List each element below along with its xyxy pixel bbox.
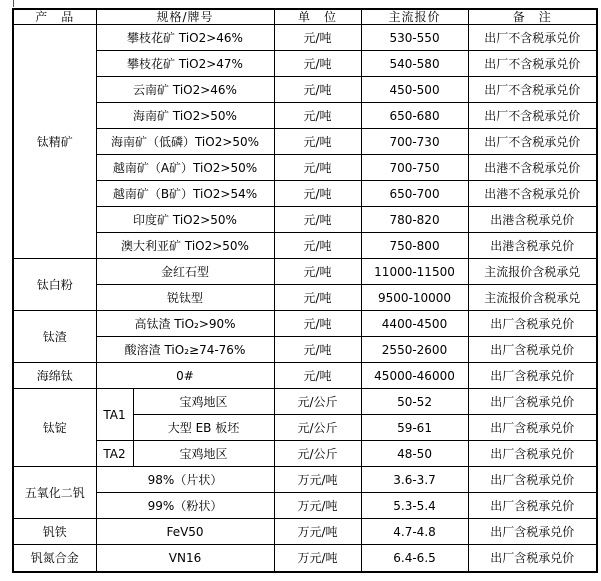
table-row bbox=[13, 311, 597, 337]
note-cell: 出港含税承兑价 bbox=[468, 233, 597, 259]
note-cell: 出厂含税承兑价 bbox=[468, 467, 597, 493]
product-cell: 钛锭 bbox=[13, 389, 96, 467]
table-row bbox=[13, 233, 597, 259]
header-unit: 单 位 bbox=[274, 9, 361, 25]
price-cell: 11000-11500 bbox=[361, 259, 468, 285]
product-cell: 钛白粉 bbox=[13, 259, 96, 311]
note-cell: 出港不含税承兑价 bbox=[468, 155, 597, 181]
price-cell: 4.7-4.8 bbox=[361, 519, 468, 545]
spec-cell: 越南矿（B矿）TiO2>54% bbox=[96, 181, 274, 207]
table-row bbox=[13, 77, 597, 103]
table-row bbox=[13, 155, 597, 181]
table-row bbox=[13, 181, 597, 207]
price-cell: 6.4-6.5 bbox=[361, 545, 468, 572]
note-cell: 出厂含税承兑价 bbox=[468, 311, 597, 337]
spec-cell: 锐钛型 bbox=[96, 285, 274, 311]
note-cell: 出厂含税承兑价 bbox=[468, 441, 597, 467]
table-row bbox=[13, 25, 597, 51]
price-cell: 650-680 bbox=[361, 103, 468, 129]
unit-cell: 万元/吨 bbox=[274, 467, 361, 493]
note-cell: 出厂不含税承兑价 bbox=[468, 51, 597, 77]
price-cell: 4400-4500 bbox=[361, 311, 468, 337]
unit-cell: 元/吨 bbox=[274, 337, 361, 363]
table-row bbox=[13, 493, 597, 519]
note-cell: 出厂不含税承兑价 bbox=[468, 25, 597, 51]
grade-cell: TA2 bbox=[96, 441, 133, 467]
note-cell: 出厂含税承兑价 bbox=[468, 493, 597, 519]
header-price: 主流报价 bbox=[361, 9, 468, 25]
unit-cell: 元/吨 bbox=[274, 129, 361, 155]
table-row bbox=[13, 259, 597, 285]
unit-cell: 元/吨 bbox=[274, 259, 361, 285]
price-cell: 3.6-3.7 bbox=[361, 467, 468, 493]
header-product: 产 品 bbox=[13, 9, 96, 25]
table-row bbox=[13, 51, 597, 77]
table-row bbox=[13, 103, 597, 129]
price-cell: 530-550 bbox=[361, 25, 468, 51]
spec-cell: 0# bbox=[96, 363, 274, 389]
stray-mark bbox=[13, 0, 14, 7]
unit-cell: 元/公斤 bbox=[274, 389, 361, 415]
unit-cell: 万元/吨 bbox=[274, 493, 361, 519]
unit-cell: 元/吨 bbox=[274, 77, 361, 103]
note-cell: 主流报价含税承兑 bbox=[468, 259, 597, 285]
product-cell: 五氧化二钒 bbox=[13, 467, 96, 519]
note-cell: 出厂含税承兑价 bbox=[468, 363, 597, 389]
unit-cell: 元/吨 bbox=[274, 311, 361, 337]
unit-cell: 元/吨 bbox=[274, 363, 361, 389]
unit-cell: 万元/吨 bbox=[274, 545, 361, 572]
spec-cell: 印度矿 TiO2>50% bbox=[96, 207, 274, 233]
unit-cell: 元/吨 bbox=[274, 155, 361, 181]
spec-cell: 澳大利亚矿 TiO2>50% bbox=[96, 233, 274, 259]
spec-cell: 云南矿 TiO2>46% bbox=[96, 77, 274, 103]
price-cell: 750-800 bbox=[361, 233, 468, 259]
product-cell: 海绵钛 bbox=[13, 363, 96, 389]
note-cell: 出港含税承兑价 bbox=[468, 207, 597, 233]
unit-cell: 元/公斤 bbox=[274, 415, 361, 441]
price-cell: 9500-10000 bbox=[361, 285, 468, 311]
unit-cell: 元/吨 bbox=[274, 207, 361, 233]
spec-cell: 酸溶渣 TiO₂≥74-76% bbox=[96, 337, 274, 363]
table-row bbox=[13, 467, 597, 493]
spec-cell: FeV50 bbox=[96, 519, 274, 545]
header-note: 备 注 bbox=[468, 9, 597, 25]
note-cell: 出厂含税承兑价 bbox=[468, 389, 597, 415]
spec-cell: 攀枝花矿 TiO2>47% bbox=[96, 51, 274, 77]
spec-cell: 海南矿（低磷）TiO2>50% bbox=[96, 129, 274, 155]
note-cell: 出厂含税承兑价 bbox=[468, 545, 597, 572]
price-table bbox=[12, 8, 598, 573]
product-cell: 钛精矿 bbox=[13, 25, 96, 259]
spec-cell: 高钛渣 TiO₂>90% bbox=[96, 311, 274, 337]
product-cell: 钒氮合金 bbox=[13, 545, 96, 572]
note-cell: 出厂含税承兑价 bbox=[468, 337, 597, 363]
header-row bbox=[13, 9, 597, 25]
note-cell: 出港不含税承兑价 bbox=[468, 181, 597, 207]
unit-cell: 元/公斤 bbox=[274, 441, 361, 467]
unit-cell: 元/吨 bbox=[274, 181, 361, 207]
note-cell: 出厂不含税承兑价 bbox=[468, 129, 597, 155]
price-cell: 700-750 bbox=[361, 155, 468, 181]
price-cell: 45000-46000 bbox=[361, 363, 468, 389]
table-row bbox=[13, 363, 597, 389]
spec-cell: 99%（粉状） bbox=[96, 493, 274, 519]
price-cell: 450-500 bbox=[361, 77, 468, 103]
note-cell: 出厂含税承兑价 bbox=[468, 415, 597, 441]
spec-cell: 98%（片状） bbox=[96, 467, 274, 493]
unit-cell: 万元/吨 bbox=[274, 519, 361, 545]
product-cell: 钛渣 bbox=[13, 311, 96, 363]
table-row bbox=[13, 545, 597, 572]
price-cell: 2550-2600 bbox=[361, 337, 468, 363]
price-cell: 5.3-5.4 bbox=[361, 493, 468, 519]
price-cell: 540-580 bbox=[361, 51, 468, 77]
spec-cell: 越南矿（A矿）TiO2>50% bbox=[96, 155, 274, 181]
note-cell: 主流报价含税承兑 bbox=[468, 285, 597, 311]
price-cell: 650-700 bbox=[361, 181, 468, 207]
spec-cell: VN16 bbox=[96, 545, 274, 572]
price-cell: 48-50 bbox=[361, 441, 468, 467]
table-row bbox=[13, 519, 597, 545]
price-cell: 59-61 bbox=[361, 415, 468, 441]
unit-cell: 元/吨 bbox=[274, 103, 361, 129]
note-cell: 出厂含税承兑价 bbox=[468, 519, 597, 545]
table-row bbox=[13, 285, 597, 311]
table-row bbox=[13, 389, 597, 415]
note-cell: 出厂不含税承兑价 bbox=[468, 77, 597, 103]
spec-cell: 大型 EB 板坯 bbox=[133, 415, 274, 441]
price-cell: 780-820 bbox=[361, 207, 468, 233]
product-cell: 钒铁 bbox=[13, 519, 96, 545]
unit-cell: 元/吨 bbox=[274, 25, 361, 51]
spec-cell: 金红石型 bbox=[96, 259, 274, 285]
unit-cell: 元/吨 bbox=[274, 233, 361, 259]
table-row bbox=[13, 207, 597, 233]
table-row bbox=[13, 129, 597, 155]
table-row bbox=[13, 337, 597, 363]
price-cell: 50-52 bbox=[361, 389, 468, 415]
header-spec: 规格/牌号 bbox=[96, 9, 274, 25]
note-cell: 出厂不含税承兑价 bbox=[468, 103, 597, 129]
table-row bbox=[13, 441, 597, 467]
unit-cell: 元/吨 bbox=[274, 51, 361, 77]
grade-cell: TA1 bbox=[96, 389, 133, 441]
spec-cell: 攀枝花矿 TiO2>46% bbox=[96, 25, 274, 51]
spec-cell: 海南矿 TiO2>50% bbox=[96, 103, 274, 129]
spec-cell: 宝鸡地区 bbox=[133, 441, 274, 467]
price-cell: 700-730 bbox=[361, 129, 468, 155]
spec-cell: 宝鸡地区 bbox=[133, 389, 274, 415]
unit-cell: 元/吨 bbox=[274, 285, 361, 311]
